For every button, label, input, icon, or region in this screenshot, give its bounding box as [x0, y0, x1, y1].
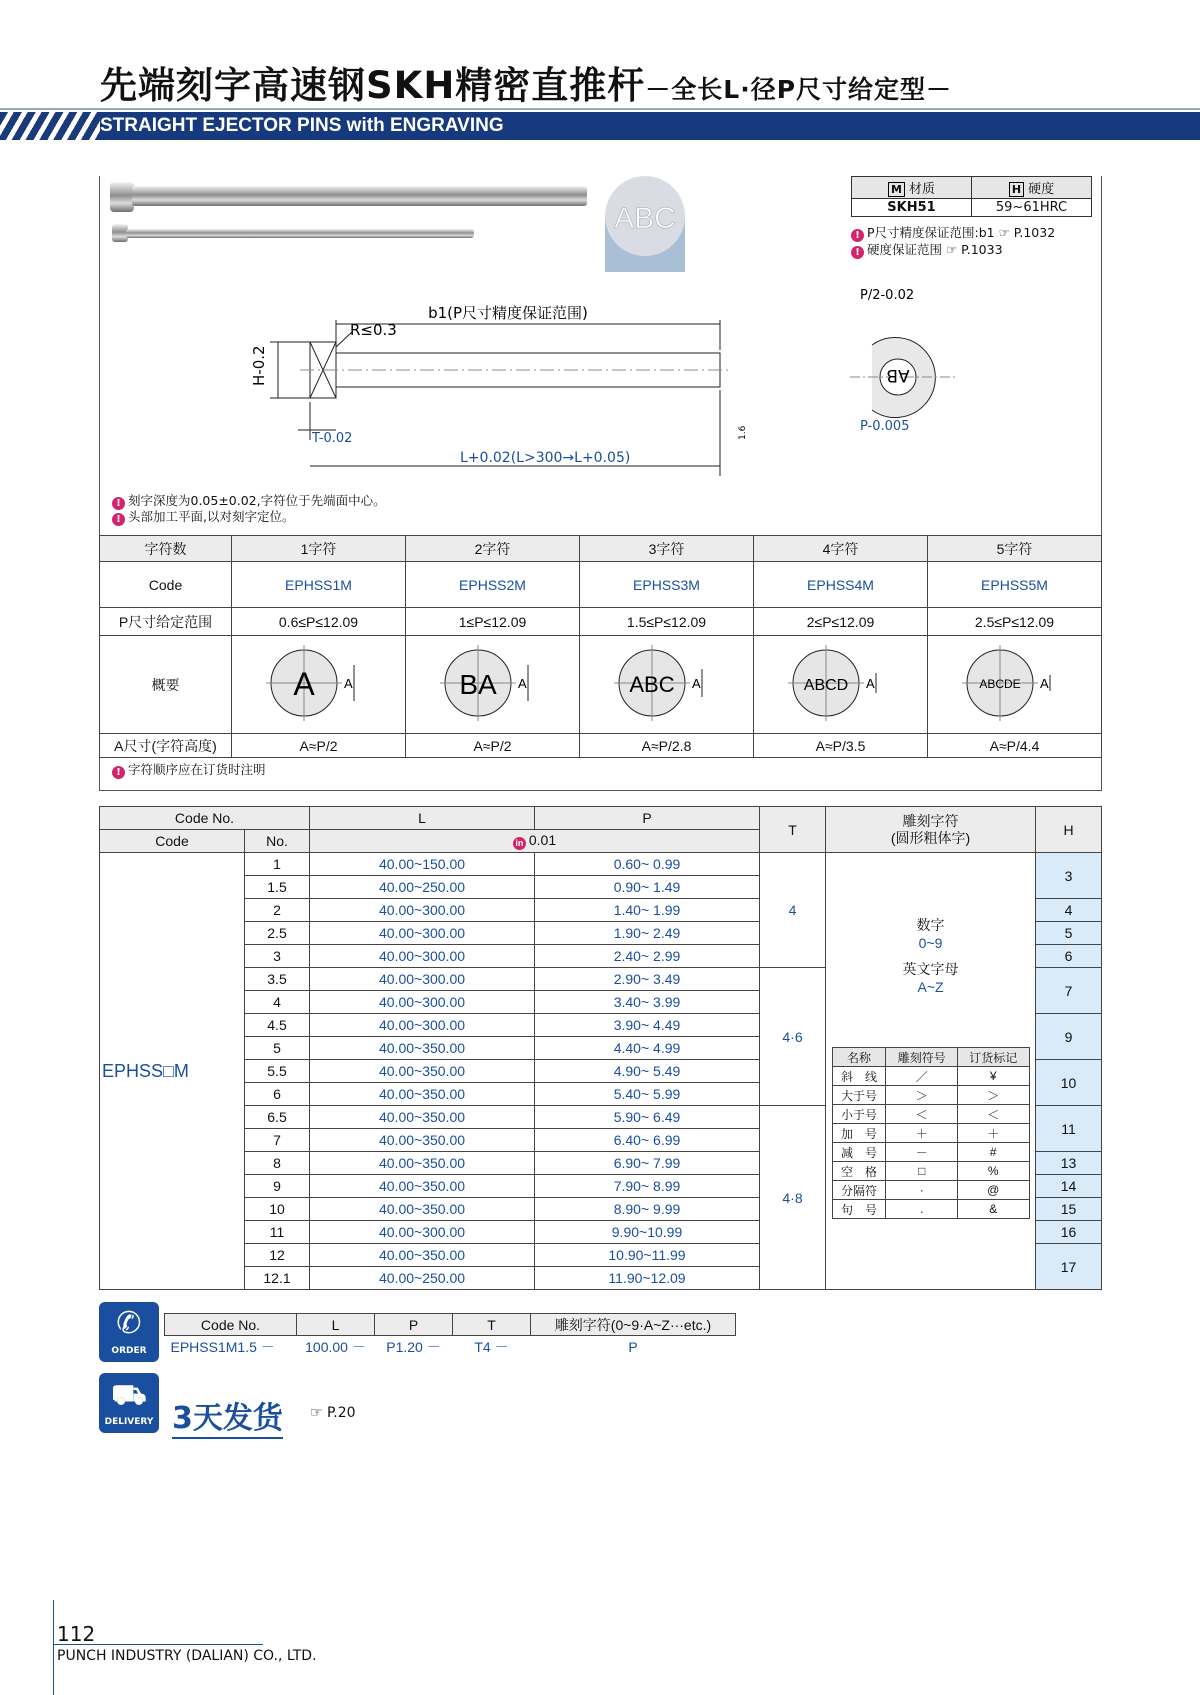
symbol-cell: #: [957, 1143, 1029, 1162]
row-l: 40.00~350.00: [310, 1244, 535, 1267]
order-head-l: L: [297, 1314, 375, 1336]
row-no: 1: [245, 853, 310, 876]
header-english-title: STRAIGHT EJECTOR PINS with ENGRAVING: [100, 115, 504, 136]
svg-text:A: A: [865, 676, 875, 691]
row-label-a: A尺寸(字符高度): [100, 734, 232, 758]
row-p: 6.40~ 6.99: [535, 1129, 760, 1152]
svg-text:ABCD: ABCD: [803, 677, 848, 694]
face-diagram-5: [960, 643, 1070, 723]
hardness-header: H 硬度: [972, 177, 1092, 199]
row-p: 0.60~ 0.99: [535, 853, 760, 876]
symbol-cell: ＋: [957, 1124, 1029, 1143]
digits-range: 0~9: [918, 935, 943, 951]
order-l: 100.00 －: [305, 1338, 366, 1355]
row-no: 4: [245, 991, 310, 1014]
row-label-count: 字符数: [100, 536, 232, 562]
letters-label: 英文字母: [902, 961, 959, 977]
code-3: EPHSS3M: [580, 562, 754, 608]
row-no: 9: [245, 1175, 310, 1198]
row-l: 40.00~350.00: [310, 1106, 535, 1129]
row-l: 40.00~250.00: [310, 1267, 535, 1290]
row-l: 40.00~350.00: [310, 1175, 535, 1198]
row-l: 40.00~300.00: [310, 991, 535, 1014]
row-p: 5.40~ 5.99: [535, 1083, 760, 1106]
roughness-label: 1.6: [738, 425, 748, 440]
row-p: 3.90~ 4.49: [535, 1014, 760, 1037]
range-4: 2≤P≤12.09: [754, 608, 928, 636]
row-no: 10: [245, 1198, 310, 1221]
row-l: 40.00~300.00: [310, 922, 535, 945]
symbol-cell: 减 号: [832, 1143, 886, 1162]
note-order-sequence: ! 字符顺序应在订货时注明: [112, 760, 266, 779]
col-engrave: 雕刻字符 (圆形粗体字): [826, 807, 1036, 853]
symbol-cell: ＜: [886, 1105, 958, 1124]
row-l: 40.00~300.00: [310, 945, 535, 968]
row-p: 3.40~ 3.99: [535, 991, 760, 1014]
symbol-cell: 加 号: [832, 1124, 886, 1143]
row-l: 40.00~350.00: [310, 1083, 535, 1106]
hardness-value: 59~61HRC: [972, 199, 1092, 217]
t-label: T-0.02: [312, 431, 353, 446]
row-h: 7: [1036, 968, 1102, 1014]
row-no: 1.5: [245, 876, 310, 899]
symbol-cell: 句 号: [832, 1200, 886, 1219]
code-5: EPHSS5M: [928, 562, 1102, 608]
row-l: 40.00~300.00: [310, 1014, 535, 1037]
row-l: 40.00~350.00: [310, 1152, 535, 1175]
svg-text:BA: BA: [458, 669, 497, 700]
row-no: 2.5: [245, 922, 310, 945]
col-code: Code: [100, 830, 245, 853]
row-label-range: P尺寸给定范围: [100, 608, 232, 636]
p-label: P-0.005: [860, 419, 910, 434]
row-no: 3.5: [245, 968, 310, 991]
order-p: P1.20 －: [386, 1338, 441, 1355]
row-label-code: Code: [100, 562, 232, 608]
row-l: 40.00~250.00: [310, 876, 535, 899]
face-diagram-1: [264, 643, 374, 723]
face-diagram-4: [786, 643, 896, 723]
row-l: 40.00~300.00: [310, 968, 535, 991]
table-row: [100, 853, 1102, 876]
symbol-cell: －: [886, 1143, 958, 1162]
row-l: 40.00~350.00: [310, 1060, 535, 1083]
row-h: 4: [1036, 899, 1102, 922]
row-no: 12: [245, 1244, 310, 1267]
ref-note-hardness: ! 硬度保证范围 ☞ P.1033: [851, 240, 1003, 259]
symbol-row: [832, 1086, 1029, 1105]
end-view-text: AB: [886, 365, 910, 385]
row-p: 2.40~ 2.99: [535, 945, 760, 968]
symbol-cell: 空 格: [832, 1162, 886, 1181]
symbol-row: [832, 1162, 1029, 1181]
row-p: 9.90~10.99: [535, 1221, 760, 1244]
count-1: 1字符: [232, 536, 406, 562]
face-cell-2: [406, 636, 580, 734]
symbol-table: [832, 1047, 1030, 1219]
row-h: 3: [1036, 853, 1102, 899]
a-4: A≈P/3.5: [754, 734, 928, 758]
material-value: SKH51: [852, 199, 972, 217]
row-p: 4.90~ 5.49: [535, 1060, 760, 1083]
row-label-overview: 概要: [100, 636, 232, 734]
row-h: 13: [1036, 1152, 1102, 1175]
order-example-table: [164, 1313, 736, 1358]
row-p: 11.90~12.09: [535, 1267, 760, 1290]
pin-small-image: [126, 229, 474, 238]
row-p: 5.90~ 6.49: [535, 1106, 760, 1129]
row-h: 16: [1036, 1221, 1102, 1244]
row-no: 11: [245, 1221, 310, 1244]
col-unit: in 0.01: [310, 830, 760, 853]
order-t: T4 －: [474, 1338, 509, 1355]
face-diagram-2: [438, 643, 548, 723]
symbol-cell: 大于号: [832, 1086, 886, 1105]
material-table: [851, 176, 1092, 217]
symbol-cell: ＋: [886, 1124, 958, 1143]
row-l: 40.00~150.00: [310, 853, 535, 876]
row-h: 6: [1036, 945, 1102, 968]
a-3: A≈P/2.8: [580, 734, 754, 758]
row-h: 15: [1036, 1198, 1102, 1221]
face-diagram-3: [612, 643, 722, 723]
row-t: 4·6: [760, 968, 826, 1106]
symbol-cell: @: [957, 1181, 1029, 1200]
range-5: 2.5≤P≤12.09: [928, 608, 1102, 636]
symbol-row: [832, 1124, 1029, 1143]
col-p: P: [535, 807, 760, 830]
range-3: 1.5≤P≤12.09: [580, 608, 754, 636]
order-head-code: Code No.: [165, 1314, 297, 1336]
symbol-cell: ¥: [957, 1067, 1029, 1086]
row-h: 9: [1036, 1014, 1102, 1060]
symbol-row: [832, 1181, 1029, 1200]
count-5: 5字符: [928, 536, 1102, 562]
row-h: 17: [1036, 1244, 1102, 1290]
engraved-tip-text: ABC: [614, 202, 676, 235]
row-l: 40.00~350.00: [310, 1198, 535, 1221]
row-no: 7: [245, 1129, 310, 1152]
symbol-header: 雕刻符号: [886, 1048, 958, 1067]
order-engrave: P: [628, 1338, 638, 1355]
count-3: 3字符: [580, 536, 754, 562]
row-l: 40.00~350.00: [310, 1129, 535, 1152]
col-code-no: Code No.: [100, 807, 310, 830]
row-p: 8.90~ 9.99: [535, 1198, 760, 1221]
p2-label: P/2-0.02: [860, 288, 915, 303]
symbol-header: 名称: [832, 1048, 886, 1067]
page-number: 112: [57, 1622, 96, 1646]
code-1: EPHSS1M: [232, 562, 406, 608]
company-name: PUNCH INDUSTRY (DALIAN) CO., LTD.: [57, 1648, 317, 1664]
digits-label: 数字: [916, 917, 945, 933]
range-1: 0.6≤P≤12.09: [232, 608, 406, 636]
delivery-ref: ☞ P.20: [310, 1405, 356, 1421]
code-2: EPHSS2M: [406, 562, 580, 608]
symbol-cell: ＜: [957, 1105, 1029, 1124]
row-no: 6: [245, 1083, 310, 1106]
count-4: 4字符: [754, 536, 928, 562]
row-no: 12.1: [245, 1267, 310, 1290]
series-code: EPHSS□M: [100, 853, 245, 1290]
symbol-cell: 分隔符: [832, 1181, 886, 1200]
header-rule: [0, 108, 1200, 110]
letters-range: A~Z: [917, 979, 944, 995]
symbol-cell: 斜 线: [832, 1067, 886, 1086]
title-sub: －全长L·径P尺寸给定型－: [645, 75, 953, 104]
pin-drawing: [240, 290, 800, 490]
symbol-cell: □: [886, 1162, 958, 1181]
symbol-cell: %: [957, 1162, 1029, 1181]
pin-head-large: [110, 182, 134, 212]
row-l: 40.00~300.00: [310, 1221, 535, 1244]
engrave-chars: [826, 853, 1036, 1290]
size-table: [99, 806, 1102, 1290]
b1-label: b1(P尺寸精度保证范围): [428, 304, 588, 322]
character-spec-table: [99, 535, 1102, 758]
col-h: H: [1036, 807, 1102, 853]
engraved-tip-image: [600, 176, 690, 272]
svg-text:A: A: [691, 676, 701, 691]
row-no: 5.5: [245, 1060, 310, 1083]
code-4: EPHSS4M: [754, 562, 928, 608]
row-h: 11: [1036, 1106, 1102, 1152]
symbol-cell: ／: [886, 1067, 958, 1086]
row-t: 4·8: [760, 1106, 826, 1290]
range-2: 1≤P≤12.09: [406, 608, 580, 636]
row-p: 7.90~ 8.99: [535, 1175, 760, 1198]
title-main: 先端刻字高速钢SKH精密直推杆: [100, 64, 646, 107]
h-label: H-0.2: [250, 345, 268, 386]
footer-rule-vertical: [53, 1600, 54, 1695]
a-1: A≈P/2: [232, 734, 406, 758]
svg-text:A: A: [1039, 676, 1049, 691]
order-icon: ✆ ORDER: [99, 1302, 159, 1362]
row-h: 5: [1036, 922, 1102, 945]
face-cell-4: [754, 636, 928, 734]
svg-text:A: A: [517, 676, 527, 691]
symbol-row: [832, 1143, 1029, 1162]
order-head-p: P: [375, 1314, 453, 1336]
note-head: ! 头部加工平面,以对刻字定位。: [112, 507, 294, 526]
row-p: 0.90~ 1.49: [535, 876, 760, 899]
symbol-cell: .: [886, 1200, 958, 1219]
symbol-cell: 小于号: [832, 1105, 886, 1124]
delivery-icon: ⛟ DELIVERY: [99, 1373, 159, 1433]
symbol-cell: ·: [886, 1181, 958, 1200]
col-no: No.: [245, 830, 310, 853]
svg-text:A: A: [343, 676, 353, 691]
col-l: L: [310, 807, 535, 830]
row-p: 4.40~ 4.99: [535, 1037, 760, 1060]
row-p: 2.90~ 3.49: [535, 968, 760, 991]
col-t: T: [760, 807, 826, 853]
svg-text:ABC: ABC: [628, 672, 675, 697]
l-label: L+0.02(L>300→L+0.05): [460, 450, 631, 466]
row-no: 4.5: [245, 1014, 310, 1037]
ref-note-precision: ! P尺寸精度保证范围:b1 ☞ P.1032: [851, 223, 1055, 242]
symbol-row: [832, 1200, 1029, 1219]
row-no: 8: [245, 1152, 310, 1175]
count-2: 2字符: [406, 536, 580, 562]
face-cell-5: [928, 636, 1102, 734]
face-cell-1: [232, 636, 406, 734]
row-l: 40.00~300.00: [310, 899, 535, 922]
order-code: EPHSS1M1.5 －: [170, 1338, 275, 1355]
row-p: 1.40~ 1.99: [535, 899, 760, 922]
row-no: 5: [245, 1037, 310, 1060]
order-head-t: T: [453, 1314, 531, 1336]
symbol-cell: ＞: [886, 1086, 958, 1105]
header-stripes: [0, 112, 100, 140]
svg-text:A: A: [292, 666, 315, 702]
row-p: 1.90~ 2.49: [535, 922, 760, 945]
symbol-row: [832, 1105, 1029, 1124]
page-title: [100, 55, 952, 109]
row-p: 6.90~ 7.99: [535, 1152, 760, 1175]
row-no: 3: [245, 945, 310, 968]
svg-text:ABCDE: ABCDE: [978, 677, 1021, 691]
row-p: 10.90~11.99: [535, 1244, 760, 1267]
row-no: 6.5: [245, 1106, 310, 1129]
pin-large-image: [132, 186, 587, 206]
row-h: 10: [1036, 1060, 1102, 1106]
row-no: 2: [245, 899, 310, 922]
delivery-text: 3天发货: [172, 1393, 283, 1439]
row-t: 4: [760, 853, 826, 968]
symbol-cell: ＞: [957, 1086, 1029, 1105]
a-2: A≈P/2: [406, 734, 580, 758]
symbol-row: [832, 1067, 1029, 1086]
pin-end-view: [850, 285, 960, 445]
row-h: 14: [1036, 1175, 1102, 1198]
order-head-engrave: 雕刻字符(0~9·A~Z···etc.): [531, 1314, 736, 1336]
note-depth: ! 刻字深度为0.05±0.02,字符位于先端面中心。: [112, 491, 386, 510]
face-cell-3: [580, 636, 754, 734]
a-5: A≈P/4.4: [928, 734, 1102, 758]
material-header: M 材质: [852, 177, 972, 199]
row-l: 40.00~350.00: [310, 1037, 535, 1060]
radius-label: R≤0.3: [350, 321, 397, 339]
symbol-cell: &: [957, 1200, 1029, 1219]
symbol-header: 订货标记: [957, 1048, 1029, 1067]
